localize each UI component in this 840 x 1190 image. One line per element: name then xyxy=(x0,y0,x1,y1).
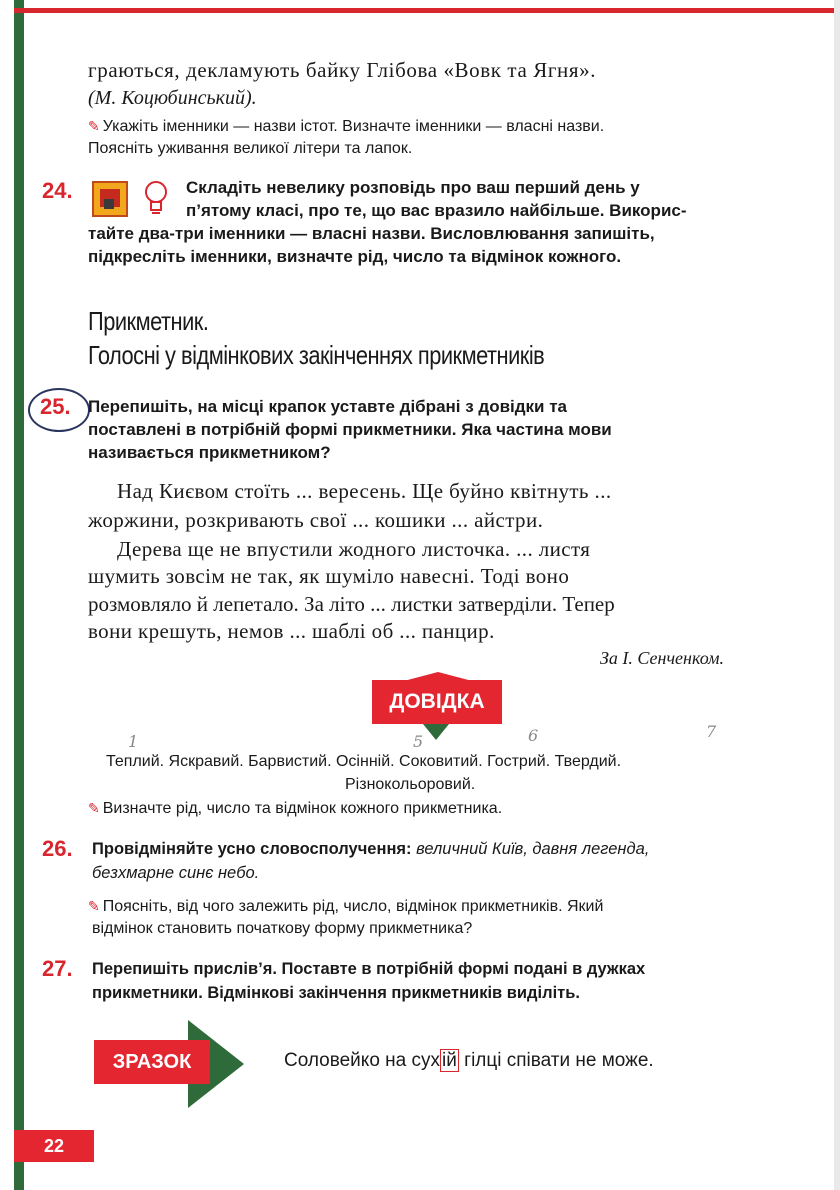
task-26-line xyxy=(92,840,649,859)
section-title: Прикметник. xyxy=(88,306,209,336)
dovidka-arrow-icon xyxy=(423,724,449,740)
task-26-italic: величний Київ, давня легенда, xyxy=(416,840,650,858)
exercise-text-line: Дерева ще не впустили жодного листочка. ... листя xyxy=(117,537,591,561)
task-24-line: підкресліть іменники, визначте рід, число та відмінок кожного. xyxy=(88,247,622,266)
left-border-bar xyxy=(14,0,24,1190)
task-24-line: п’ятому класі, про те, що вас вразило найбільше. Викорис- xyxy=(186,201,687,220)
task-27-line: прикметники. Відмінкові закінчення прикметників виділіть. xyxy=(92,984,580,1002)
top-border-bar xyxy=(14,8,834,13)
pencil-icon: ✎ xyxy=(88,898,100,914)
task-25-line: Перепишіть, на місці крапок уставте дібрані з довідки та xyxy=(88,397,568,416)
task-27-number: 27. xyxy=(42,956,73,981)
instruction-text: Визначте рід, число та відмінок кожного прикметника. xyxy=(102,800,503,817)
example-sentence xyxy=(284,1050,654,1072)
handwritten-mark: 5 xyxy=(413,732,424,751)
handwritten-mark: 7 xyxy=(706,722,717,741)
lightbulb-icon xyxy=(142,179,170,217)
exercise-text-line: вони крешуть, немов ... шаблі об ... панцир. xyxy=(88,619,495,643)
task-25-instruction xyxy=(88,800,502,818)
task-25-line: поставлені в потрібній формі прикметники. Яка частина мови xyxy=(88,420,612,439)
exercise-text-line: розмовляло й лепетало. За літо ... листки затверділи. Тепер xyxy=(88,592,615,616)
home-task-icon xyxy=(92,181,128,217)
instruction-text: Поясніть, від чого залежить рід, число, відмінок прикметників. Який xyxy=(102,898,604,915)
section-subtitle: Голосні у відмінкових закінченнях прикметників xyxy=(88,340,545,370)
intro-instruction-line2: Поясніть уживання великої літери та лапок. xyxy=(88,140,413,157)
task-26-number: 26. xyxy=(42,836,73,861)
intro-author: (М. Коцюбинський). xyxy=(88,87,257,109)
task-25-number: 25. xyxy=(40,394,71,419)
page-number: 22 xyxy=(14,1130,94,1162)
instruction-text: Укажіть іменники — назви істот. Визначте іменники — власні назви. xyxy=(102,118,605,135)
exercise-text-line: Над Києвом стоїть ... вересень. Ще буйно квітнуть ... xyxy=(117,479,612,503)
task-24-number: 24. xyxy=(42,178,73,203)
exercise-text-line: жоржини, розкривають свої ... кошики ... айстри. xyxy=(88,508,544,532)
task-24-line: тайте два-три іменники — власні назви. Висловлювання запишіть, xyxy=(88,224,655,243)
intro-text-line: граються, декламують байку Глібова «Вовк та Ягня». xyxy=(88,58,597,82)
example-text: гілці співати не може. xyxy=(458,1050,654,1071)
text-source: За І. Сенченком. xyxy=(600,648,724,668)
zrazok-label: ЗРАЗОК xyxy=(94,1040,210,1084)
highlighted-ending: ій xyxy=(442,1050,457,1071)
dovidka-label: ДОВІДКА xyxy=(372,680,502,724)
intro-instruction-line xyxy=(88,118,604,136)
task-26-bold: Провідміняйте усно словосполучення: xyxy=(92,840,412,858)
pencil-icon: ✎ xyxy=(88,118,100,134)
dovidka-words: Теплий. Яскравий. Барвистий. Осінній. Соковитий. Гострий. Твердий. xyxy=(106,753,622,770)
handwritten-mark: 6 xyxy=(528,726,539,745)
task-25-line: називається прикметником? xyxy=(88,443,331,462)
handwritten-mark: 1 xyxy=(128,732,139,751)
task-26-instruction-line2: відмінок становить початкову форму прикметника? xyxy=(92,920,473,937)
task-27-line: Перепишіть прислів’я. Поставте в потрібній формі подані в дужках xyxy=(92,960,646,978)
task-26-instruction xyxy=(88,898,603,916)
example-text: Соловейко на сух xyxy=(284,1050,441,1071)
task-24-line: Складіть невелику розповідь про ваш перший день у xyxy=(186,178,640,197)
pencil-icon: ✎ xyxy=(88,800,100,816)
right-page-edge xyxy=(834,0,840,1190)
dovidka-words-line2: Різнокольоровий. xyxy=(345,776,476,793)
exercise-text-line: шумить зовсім не так, як шуміло навесні. Тоді воно xyxy=(88,564,570,588)
task-26-line2: безхмарне синє небо. xyxy=(92,864,260,882)
